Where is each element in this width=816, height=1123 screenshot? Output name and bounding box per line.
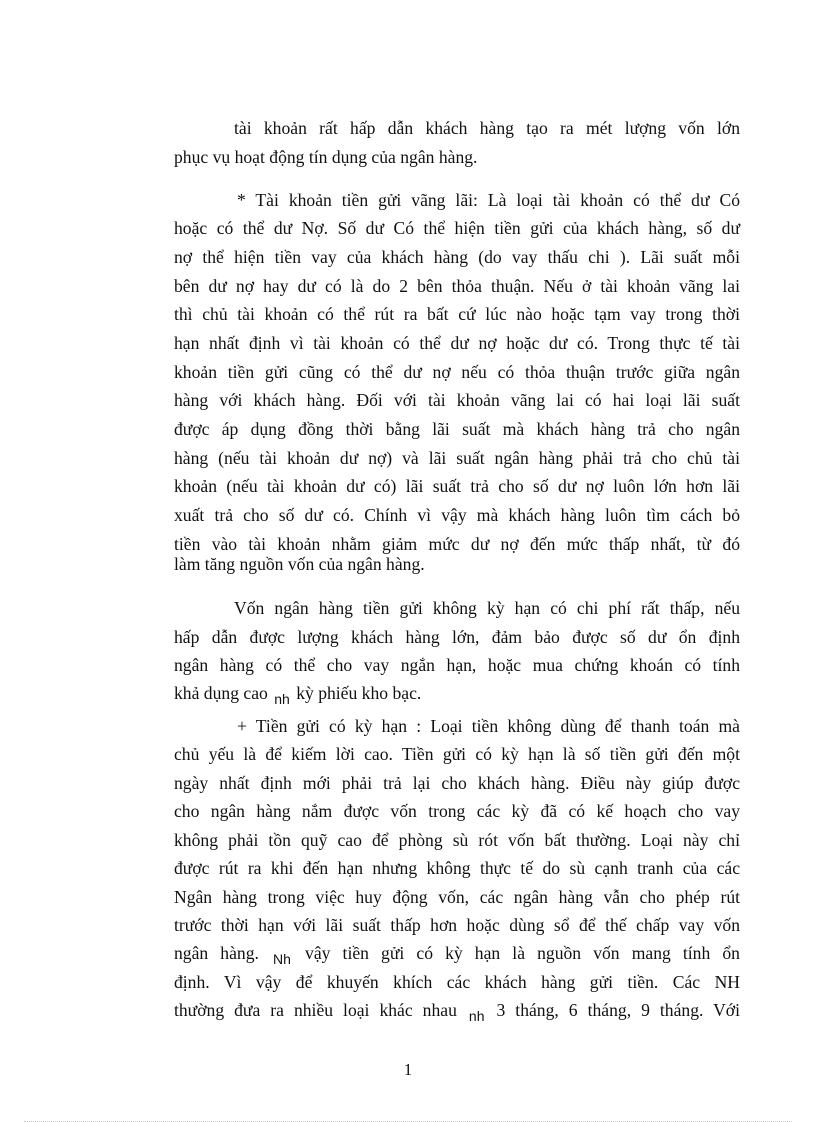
text-line: bên dư nợ hay dư có là do 2 bên thỏa thuận. Nếu ở tài khoản vãng lai (174, 276, 740, 296)
subscript-fragment: Nh (273, 951, 291, 967)
text-line: hạn nhất định vì tài khoản có thể dư nợ hoặc dư có. Trong thực tế tài (174, 333, 740, 353)
subscript-fragment: nh (274, 691, 290, 707)
text-line: chủ yếu là để kiếm lời cao. Tiền gửi có kỳ hạn là số tiền gửi đến một (174, 744, 740, 764)
text-fragment: khả dụng cao (174, 683, 268, 703)
text-line: trước thời hạn với lãi suất thấp hơn hoặc dùng sổ để thế chấp vay vốn (174, 915, 740, 935)
text-line-with-subscript (174, 1000, 740, 1024)
text-line: tài khoản rất hấp dẫn khách hàng tạo ra mét lượng vốn lớn (234, 118, 740, 138)
text-line-with-subscript (174, 683, 740, 707)
text-line: khoản tiền gửi cũng có thể dư nợ nếu có thỏa thuận trước giữa ngân (174, 362, 740, 382)
page-bottom-rule (24, 1121, 792, 1122)
text-line: Vốn ngân hàng tiền gửi không kỳ hạn có chi phí rất thấp, nếu (234, 598, 740, 618)
text-line-with-subscript (174, 943, 740, 967)
text-line: * Tài khoản tiền gửi vãng lãi: Là loại tài khoản có thể dư Có (237, 190, 740, 210)
text-fragment: vậy tiền gửi có kỳ hạn là nguồn vốn mang tính ổn (305, 943, 740, 963)
text-line: ngân hàng có thể cho vay ngắn hạn, hoặc mua chứng khoán có tính (174, 655, 740, 675)
text-fragment: kỳ phiếu kho bạc. (296, 683, 422, 703)
text-line: được rút ra khi đến hạn nhưng không thực tế do sù cạnh tranh của các (174, 858, 740, 878)
text-line: hấp dẫn được lượng khách hàng lớn, đảm bảo được số dư ổn định (174, 627, 740, 647)
text-line: làm tăng nguồn vốn của ngân hàng. (174, 554, 425, 574)
text-line: được áp dụng đồng thời bằng lãi suất mà khách hàng trả cho ngân (174, 419, 740, 439)
text-line: định. Vì vậy để khuyến khích các khách hàng gửi tiền. Các NH (174, 972, 740, 992)
text-line: hoặc có thể dư Nợ. Số dư Có thể hiện tiền gửi của khách hàng, số dư (174, 218, 740, 238)
text-line: hàng với khách hàng. Đối với tài khoản vãng lai có hai loại lãi suất (174, 390, 740, 410)
text-line: + Tiền gửi có kỳ hạn : Loại tiền không dùng để thanh toán mà (237, 716, 740, 736)
text-line: hàng (nếu tài khoản dư nợ) và lãi suất ngân hàng phải trả cho chủ tài (174, 448, 740, 468)
text-line: khoản (nếu tài khoản dư có) lãi suất trả cho số dư nợ luôn lớn hơn lãi (174, 476, 740, 496)
text-line: xuất trả cho số dư có. Chính vì vậy mà khách hàng luôn tìm cách bỏ (174, 505, 740, 525)
text-fragment: ngân hàng. (174, 943, 259, 963)
text-line: ngày nhất định mới phải trả lại cho khách hàng. Điều này giúp được (174, 773, 740, 793)
text-fragment: 3 tháng, 6 tháng, 9 tháng. Với (496, 1000, 740, 1020)
text-line: phục vụ hoạt động tín dụng của ngân hàng. (174, 147, 478, 167)
text-line: tiền vào tài khoản nhằm giảm mức dư nợ đến mức thấp nhất, từ đó (174, 534, 740, 554)
text-line: không phải tồn quỹ cao để phòng sù rót vốn bất thường. Loại này chỉ (174, 830, 740, 850)
subscript-fragment: nh (468, 1008, 485, 1024)
text-line: Ngân hàng trong việc huy động vốn, các ngân hàng vẫn cho phép rút (174, 887, 740, 907)
page-number: 1 (403, 1060, 413, 1079)
text-line: thì chủ tài khoản có thể rút ra bất cứ lúc nào hoặc tạm vay trong thời (174, 304, 740, 324)
text-fragment: thường đưa ra nhiều loại khác nhau (174, 1000, 457, 1020)
text-line: nợ thể hiện tiền vay của khách hàng (do vay thấu chi ). Lãi suất mỗi (174, 247, 740, 267)
text-line: cho ngân hàng nắm được vốn trong các kỳ đã có kế hoạch cho vay (174, 801, 740, 821)
